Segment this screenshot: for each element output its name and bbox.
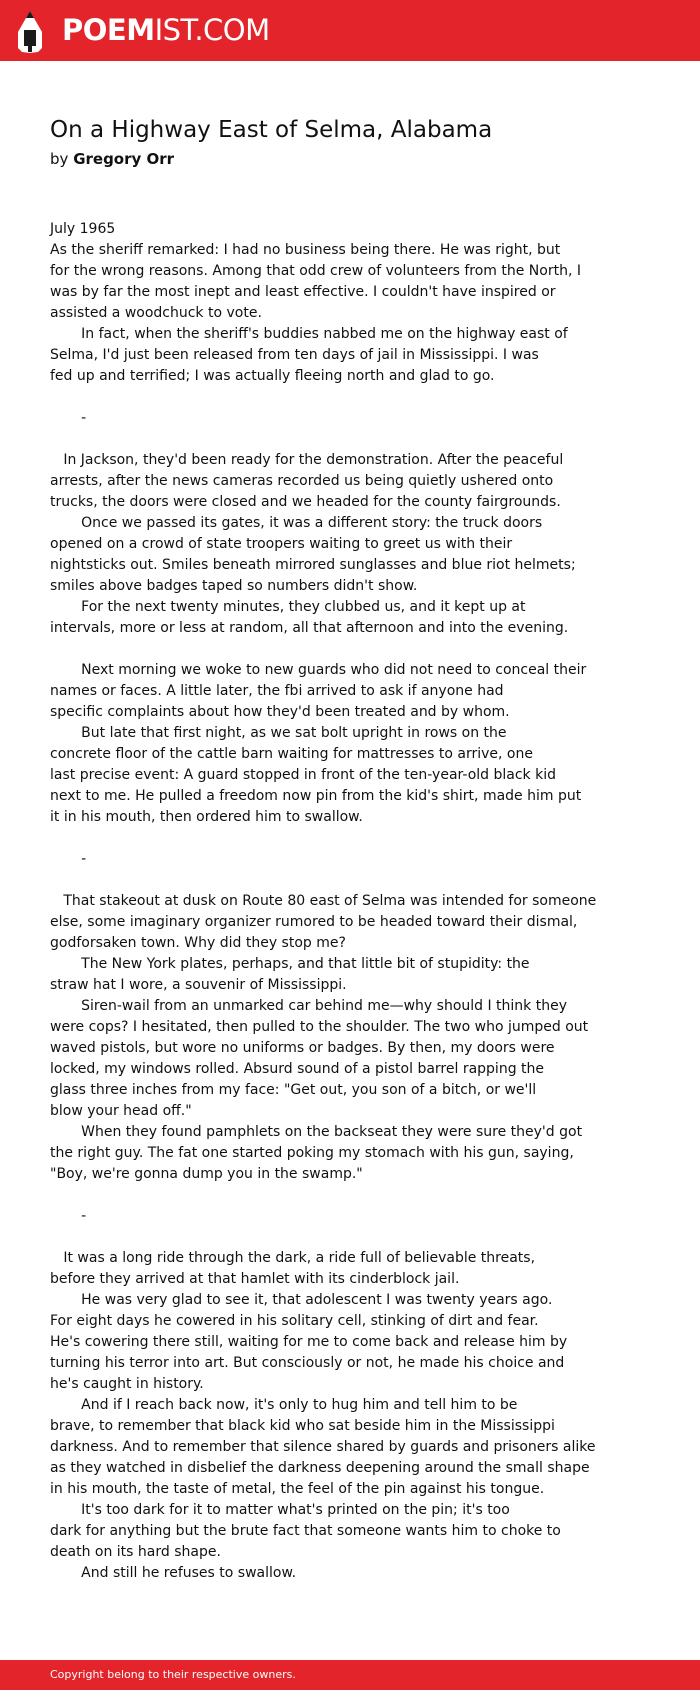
poem-line: nightsticks out. Smiles beneath mirrored sunglasses and blue riot helmets; — [50, 557, 576, 573]
copyright-text: Copyright belong to their respective owners. — [50, 1668, 296, 1681]
poem-line: were cops? I hesitated, then pulled to the shoulder. The two who jumped out — [50, 1019, 589, 1035]
poem-line: locked, my windows rolled. Absurd sound of a pistol barrel rapping the — [50, 1061, 545, 1077]
poem-line: the right guy. The fat one started poking my stomach with his gun, saying, — [50, 1145, 574, 1161]
poem-line: In fact, when the sheriff's buddies nabbed me on the highway east of — [50, 326, 568, 342]
poem-line: arrests, after the news cameras recorded us being quietly ushered onto — [50, 473, 554, 489]
blank-line — [50, 1185, 650, 1206]
byline — [50, 148, 174, 170]
poem-line: names or faces. A little later, the fbi arrived to ask if anyone had — [50, 683, 504, 699]
poem-line: assisted a woodchuck to vote. — [50, 305, 262, 321]
poem-line: in his mouth, the taste of metal, the feel of the pin against his tongue. — [50, 1481, 545, 1497]
poem-line: He's cowering there still, waiting for me to come back and release him by — [50, 1334, 568, 1350]
poem-line: brave, to remember that black kid who sat beside him in the Mississippi — [50, 1418, 555, 1434]
poem-line: last precise event: A guard stopped in front of the ten-year-old black kid — [50, 767, 556, 783]
poem-line: Siren-wail from an unmarked car behind me—why should I think they — [50, 998, 568, 1014]
poem-line: dark for anything but the brute fact that someone wants him to choke to — [50, 1523, 561, 1539]
blank-line — [50, 429, 650, 450]
poem-line: else, some imaginary organizer rumored to be headed toward their dismal, — [50, 914, 578, 930]
poem-line: blow your head off." — [50, 1103, 192, 1119]
stanza-separator: - — [50, 1208, 87, 1224]
poem-line: intervals, more or less at random, all that afternoon and into the evening. — [50, 620, 569, 636]
poem-line: trucks, the doors were closed and we headed for the county fairgrounds. — [50, 494, 561, 510]
poem-line: The New York plates, perhaps, and that little bit of stupidity: the — [50, 956, 530, 972]
poem-line: concrete floor of the cattle barn waiting for mattresses to arrive, one — [50, 746, 533, 762]
poem-line: waved pistols, but wore no uniforms or badges. By then, my doors were — [50, 1040, 555, 1056]
poem-line: was by far the most inept and least effective. I couldn't have inspired or — [50, 284, 556, 300]
poem-line: For the next twenty minutes, they clubbed us, and it kept up at — [50, 599, 526, 615]
by-label: by — [50, 150, 69, 168]
blank-line — [50, 828, 650, 849]
poem-line: next to me. He pulled a freedom now pin from the kid's shirt, made him put — [50, 788, 582, 804]
stanza-separator: - — [50, 410, 87, 426]
poem-line: death on its hard shape. — [50, 1544, 221, 1560]
poem-line: godforsaken town. Why did they stop me? — [50, 935, 346, 951]
poem-line: July 1965 — [50, 221, 116, 237]
logo-light-text: IST.COM — [154, 13, 270, 47]
site-logo[interactable] — [62, 10, 270, 50]
poem-line: glass three inches from my face: "Get out, you son of a bitch, or we'll — [50, 1082, 537, 1098]
poem-line: Selma, I'd just been released from ten days of jail in Mississippi. I was — [50, 347, 539, 363]
poem-line: Once we passed its gates, it was a different story: the truck doors — [50, 515, 543, 531]
poem-line: turning his terror into art. But consciously or not, he made his choice and — [50, 1355, 565, 1371]
poem-line: before they arrived at that hamlet with its cinderblock jail. — [50, 1271, 460, 1287]
poem-line: smiles above badges taped so numbers didn't show. — [50, 578, 418, 594]
poem-line: And if I reach back now, it's only to hug him and tell him to be — [50, 1397, 518, 1413]
poem-line: But late that first night, as we sat bolt upright in rows on the — [50, 725, 507, 741]
poem-line: for the wrong reasons. Among that odd crew of volunteers from the North, I — [50, 263, 581, 279]
site-header — [0, 0, 700, 61]
site-footer — [0, 1660, 700, 1690]
poem-line: opened on a crowd of state troopers waiting to greet us with their — [50, 536, 513, 552]
poem-line: Next morning we woke to new guards who did not need to conceal their — [50, 662, 587, 678]
poem-line: For eight days he cowered in his solitary cell, stinking of dirt and fear. — [50, 1313, 539, 1329]
blank-line — [50, 639, 650, 660]
poem-line: darkness. And to remember that silence shared by guards and prisoners alike — [50, 1439, 596, 1455]
poem-line: it in his mouth, then ordered him to swallow. — [50, 809, 363, 825]
poem-line: he's caught in history. — [50, 1376, 204, 1392]
poem-line: specific complaints about how they'd been treated and by whom. — [50, 704, 510, 720]
blank-line — [50, 1227, 650, 1248]
poem-line: as they watched in disbelief the darkness deepening around the small shape — [50, 1460, 590, 1476]
poem-line: As the sheriff remarked: I had no business being there. He was right, but — [50, 242, 561, 258]
poem-line: fed up and terrified; I was actually fleeing north and glad to go. — [50, 368, 495, 384]
poem-title: On a Highway East of Selma, Alabama — [50, 117, 493, 143]
poem-line: When they found pamphlets on the backseat they were sure they'd got — [50, 1124, 583, 1140]
blank-line — [50, 387, 650, 408]
stanza-separator: - — [50, 851, 87, 867]
pencil-icon[interactable] — [17, 10, 43, 54]
poem-line: It's too dark for it to matter what's printed on the pin; it's too — [50, 1502, 510, 1518]
poem-line: straw hat I wore, a souvenir of Mississippi. — [50, 977, 347, 993]
poem-line: "Boy, we're gonna dump you in the swamp." — [50, 1166, 363, 1182]
poem-body — [50, 219, 650, 1584]
poem-line: In Jackson, they'd been ready for the demonstration. After the peaceful — [50, 452, 564, 468]
poem-line: It was a long ride through the dark, a ride full of believable threats, — [50, 1250, 536, 1266]
blank-line — [50, 870, 650, 891]
poem-line: That stakeout at dusk on Route 80 east of Selma was intended for someone — [50, 893, 597, 909]
poem-line: And still he refuses to swallow. — [50, 1565, 297, 1581]
logo-bold-text: POEM — [62, 13, 155, 47]
poem-line: He was very glad to see it, that adolescent I was twenty years ago. — [50, 1292, 553, 1308]
author-name[interactable]: Gregory Orr — [73, 150, 175, 168]
